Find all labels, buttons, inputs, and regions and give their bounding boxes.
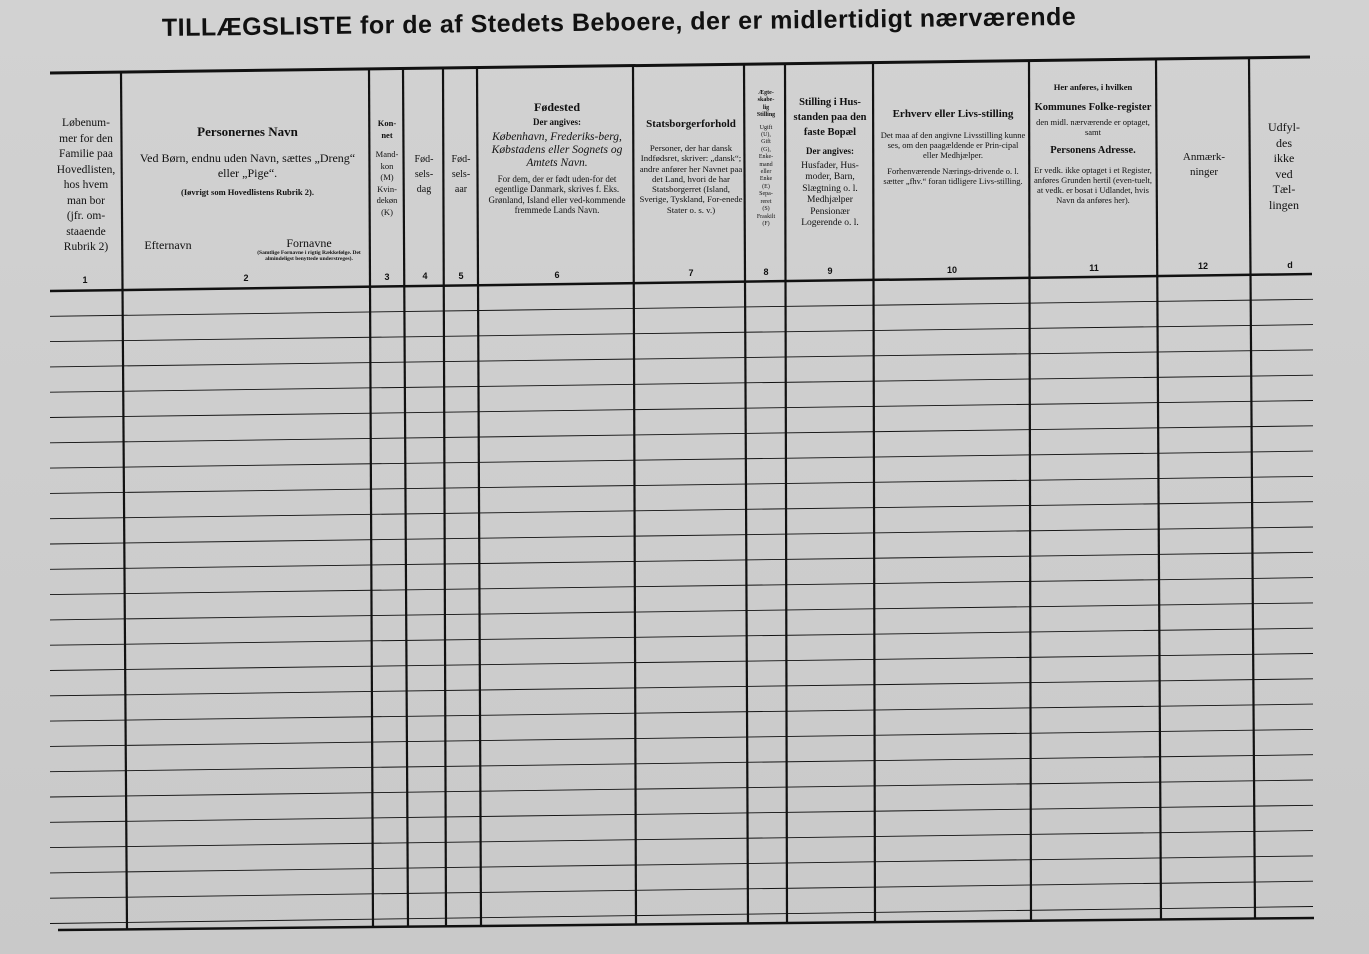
col-5-line: aar: [454, 184, 468, 195]
column-divider: [369, 69, 373, 927]
row-line: [50, 476, 1313, 493]
row-line: [50, 401, 1313, 418]
col-3-line: net: [381, 129, 393, 140]
col-8-line: (F): [762, 220, 770, 227]
col-11-heading: Kommunes Folke-register: [1034, 102, 1152, 114]
col-number: 10: [946, 265, 957, 275]
row-line: [50, 426, 1313, 443]
row-line: [50, 502, 1313, 519]
col-8-line: Enke: [759, 176, 773, 183]
col-number: 12: [1197, 261, 1208, 271]
col-d-line: ikke: [1273, 151, 1295, 165]
col-3-line: Mand-: [375, 149, 399, 159]
col-9-body: Husfader, Hus-moder, Barn, Slægtning o. l. Medhjælper Pensionær Logerende o. l.: [801, 160, 859, 229]
col-10-heading: Erhverv eller Livs-stilling: [892, 108, 1014, 120]
column-divider: [785, 64, 787, 923]
column-divider: [443, 68, 446, 926]
col-12-line: ninger: [1189, 166, 1219, 178]
col-4-line: Fød-: [414, 154, 434, 165]
column-divider: [744, 64, 748, 923]
col-8-line: Ægte-: [758, 90, 774, 96]
col-number: 7: [688, 268, 694, 278]
col-10-body2: Forhenværende Nærings-drivende o. l. sætter „fhv.“ foran tidligere Livs-stilling.: [883, 166, 1023, 186]
col-number: 11: [1089, 263, 1099, 273]
row-line: [50, 578, 1313, 595]
col-8-line: lig: [762, 104, 770, 111]
col-8-line: reret: [760, 198, 772, 205]
col-d-line: ved: [1275, 166, 1293, 181]
col-number: 6: [554, 270, 560, 280]
col-9-heading: Stilling i Hus-standen paa den faste Bopæl: [793, 97, 867, 138]
col-1-line: hos hvem: [63, 179, 109, 191]
column-divider: [1249, 58, 1255, 919]
col-d-line: Tæl-: [1272, 182, 1296, 196]
col-5-line: Fød-: [451, 154, 471, 165]
row-line: [50, 654, 1313, 671]
col-6-body: For dem, der er født uden-for det egentlige Danmark, skrives f. Eks. Grønland, Island eller ved-kommende fremmede Lands Navn.: [488, 173, 626, 216]
row-line: [50, 325, 1313, 342]
col-8-line: Gift: [761, 139, 771, 146]
col-6-italic: København, Frederiks-berg, Købstadens eller Sognets og Amtets Navn.: [491, 130, 623, 169]
ruled-row-lines: [50, 57, 1314, 930]
col-1-line: Hovedlisten,: [56, 163, 116, 176]
col-number: 1: [82, 275, 88, 285]
col-8-line: eller: [760, 169, 772, 176]
column-divider-lines: [121, 58, 1255, 930]
row-line: [50, 552, 1313, 569]
col-10-body: Det maa af den angivne Livsstilling kunne ses, om den paagældende er Prin-cipal eller Medhjælper.: [880, 130, 1026, 160]
row-line: [50, 451, 1313, 468]
row-line: [50, 856, 1313, 873]
row-line: [50, 603, 1313, 620]
column-divider: [477, 68, 481, 926]
row-line: [50, 831, 1313, 848]
col-8-line: mand: [759, 161, 773, 168]
form-title: TILLÆGSLISTE for de af Stedets Beboere, der er midlertidigt nærværende: [161, 2, 1077, 42]
col-7-body: Personer, der har dansk Indfødsret, skriver: „dansk“; andre anfører her Navnet paa det Land, hvori de har Statsborgerret (Island, Sverige, Tyskland, For-enede Stater o. s. v.): [639, 142, 743, 215]
col-11-pre: Her anføres, i hvilken: [1053, 82, 1133, 92]
col-8-line: (G),: [761, 146, 771, 153]
row-line: [50, 729, 1313, 746]
col-9-sub: Der angives:: [805, 146, 855, 156]
column-divider: [403, 69, 408, 927]
col-8-line: Stilling: [756, 112, 776, 119]
col-1-line: (jfr. om-: [66, 210, 106, 222]
row-line: [50, 755, 1313, 772]
col-1-line: mer for den: [59, 132, 113, 145]
row-line: [50, 780, 1313, 797]
col-number: 5: [458, 271, 464, 281]
col-8-line: (U),: [761, 132, 771, 139]
col-1-line: Rubrik 2): [63, 241, 109, 253]
col-12-line: Anmærk-: [1182, 151, 1226, 163]
col-8-line: (S): [762, 206, 770, 213]
col-5-line: sels-: [451, 169, 471, 180]
header-bottom-rule: [50, 274, 1312, 291]
col-3-line: dekøn: [376, 195, 398, 205]
col-3-line: (K): [381, 206, 393, 217]
row-line: [50, 350, 1313, 367]
col-6-heading: Fødested: [534, 100, 580, 114]
column-divider: [873, 63, 875, 923]
col-d-line: lingen: [1269, 197, 1299, 212]
col-2-heading: Personernes Navn: [197, 124, 298, 139]
col-8-line: Sepa-: [759, 191, 773, 198]
row-line: [50, 679, 1313, 696]
col-8-line: (E): [762, 183, 770, 190]
col-7-heading: Statsborgerforhold: [646, 118, 736, 130]
col-8-line: Fraskilt: [756, 213, 776, 220]
col-4-line: dag: [416, 184, 432, 195]
row-line: [50, 299, 1313, 316]
col-number: 8: [763, 267, 769, 277]
col-2-note: (Iøvrigt som Hovedlistens Rubrik 2).: [181, 187, 314, 198]
column-divider: [1029, 61, 1031, 921]
col-2-instruction: Ved Børn, endnu uden Navn, sættes „Dreng“ eller „Pige“.: [139, 151, 356, 181]
row-line: [50, 704, 1313, 721]
col-number: d: [1287, 260, 1293, 270]
col-number: 4: [422, 271, 428, 281]
col-8-line: skabe-: [757, 97, 775, 104]
col-1-line: Familie paa: [59, 148, 113, 160]
row-line: [50, 375, 1313, 392]
footer-bottom-rule: [58, 918, 1314, 930]
col-11-mid: den midl. nærværende er optaget, samt: [1036, 117, 1150, 138]
col-number: 3: [384, 272, 390, 282]
col-2-efternavn: Efternavn: [144, 238, 192, 252]
col-3-line: Kvin-: [377, 183, 397, 194]
col-2-fornavne-label: Fornavne: [286, 236, 332, 250]
col-1-line: staaende: [66, 225, 106, 238]
col-4-line: sels-: [414, 169, 434, 180]
col-8-line: Enke-: [758, 154, 774, 161]
col-1-line: man bor: [66, 194, 105, 207]
col-11-body: Er vedk. ikke optaget i et Register, anføres Grunden hertil (even-tuelt, at vedk. er bosat i Udlandet, hvis Navn da anføres her).: [1033, 165, 1152, 206]
row-line: [50, 628, 1313, 645]
col-3-line: kon: [380, 160, 394, 171]
col-6-sub: Der angives:: [532, 117, 582, 128]
col-3-line: Kon-: [377, 118, 397, 128]
col-8-line: Ugift: [759, 124, 773, 131]
col-2-fornavne-note: (Samtlige Fornavne i rigtig Rækkefølge. Det almindeligst benyttede understreges).: [257, 250, 361, 263]
row-line: [50, 805, 1313, 822]
col-11-heading2: Personens Adresse.: [1050, 145, 1136, 157]
col-number: 9: [827, 266, 833, 276]
header-top-rule: [50, 57, 1310, 73]
row-line: [50, 527, 1313, 544]
col-number: 2: [243, 273, 249, 283]
col-d-line: Udfyl-: [1268, 120, 1300, 134]
column-divider: [1156, 59, 1161, 920]
row-line: [50, 881, 1313, 898]
column-divider: [121, 72, 127, 929]
column-divider: [633, 66, 636, 925]
col-d-line: des: [1276, 135, 1292, 150]
col-1-line: Løbenum-: [62, 117, 110, 129]
col-3-line: (M): [380, 172, 394, 182]
